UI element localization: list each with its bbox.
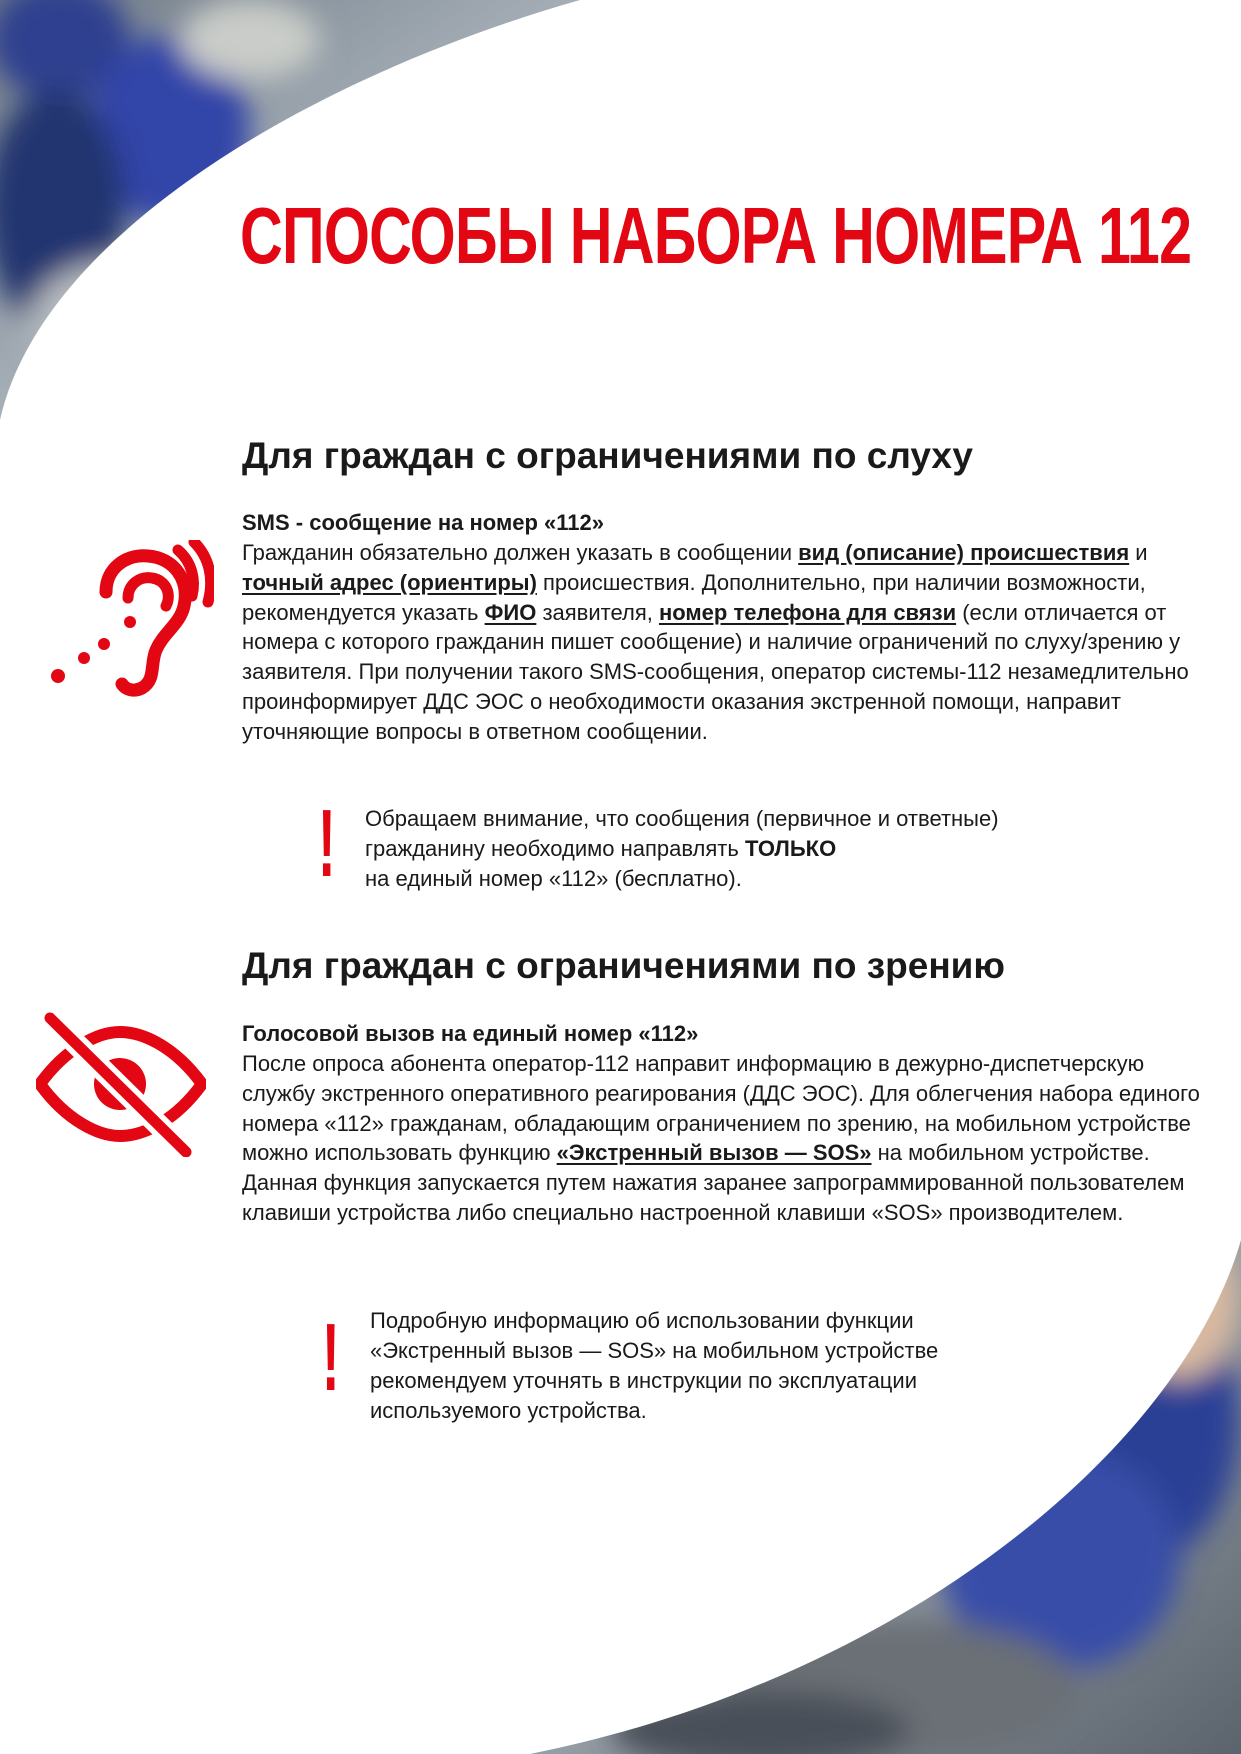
hearing-body-text <box>242 538 1202 747</box>
vision-body-segment-0: После опроса абонента оператор-112 направит информацию в дежурно-диспетчерскую службу экстренного оперативного реагирования (ДДС ЭОС). Для облегчения набора единого номера «112» гражданам, обладающим ограничением по зрению, на мобильном устройстве можно использовать функцию <box>242 1051 1200 1166</box>
vision-body-segment-1 <box>557 1140 872 1165</box>
hearing-body-segment-1 <box>798 540 1129 565</box>
vision-note-line-2: «Экстренный вызов — SOS» на мобильном устройстве <box>370 1338 939 1363</box>
hearing-body-emphasis-7: номер телефона для связи <box>658 599 957 625</box>
hearing-body-emphasis-3: точный адрес (ориентиры) <box>242 569 537 595</box>
hearing-note-line-1: Обращаем внимание, что сообщения (первичное и ответные) <box>365 806 999 831</box>
vision-note-line-3: рекомендуем уточнять в инструкции по эксплуатации <box>370 1368 917 1393</box>
hearing-body-emphasis-5: ФИО <box>484 599 537 625</box>
hearing-subheading: SMS - сообщение на номер «112» <box>242 510 604 535</box>
crossed-eye-icon <box>36 1012 206 1157</box>
hearing-note-line-2-bold: ТОЛЬКО <box>744 836 837 861</box>
vision-note <box>370 1306 1130 1426</box>
page-title: СПОСОБЫ НАБОРА НОМЕРА 112 <box>240 191 1192 280</box>
hearing-body-segment-3 <box>242 570 537 595</box>
vision-note-exclamation-icon: ! <box>322 1304 340 1411</box>
hearing-body-segment-7 <box>659 600 956 625</box>
hearing-body-emphasis-1: вид (описание) происшествия <box>798 540 1130 565</box>
hearing-body-segment-8: (если отличается от номера с которого гражданин пишет сообщение) и наличие ограничений по слуху/зрению у заявителя. При получении такого SMS-сообщения, оператор системы-112 незамедлительно проинформирует ДДС ЭОС о необходимости оказания экстренной помощи, направит уточняющие вопросы в ответном сообщении. <box>242 599 1189 744</box>
vision-subheading: Голосовой вызов на единый номер «112» <box>242 1021 699 1046</box>
hearing-impaired-icon <box>44 540 214 715</box>
hearing-note-line-2 <box>365 834 1125 864</box>
hearing-body-segment-6: заявителя, <box>536 599 659 625</box>
vision-body-emphasis-1: «Экстренный вызов — SOS» <box>556 1140 872 1166</box>
hearing-body-segment-2: и <box>1129 540 1148 565</box>
vision-body-segment-2: на мобильном устройстве. Данная функция запускается путем нажатия заранее запрограммированной пользователем клавиши устройства либо специально настроенной клавиши «SOS» производителем. <box>242 1140 1185 1225</box>
hearing-note-exclamation-icon: ! <box>318 790 336 897</box>
hearing-note-line-2-text: гражданину необходимо направлять <box>365 836 745 861</box>
vision-note-line-4: используемого устройства. <box>370 1398 647 1423</box>
vision-note-line-1: Подробную информацию об использовании функции <box>370 1308 914 1333</box>
hearing-note <box>365 804 1125 894</box>
vision-body-text <box>242 1049 1202 1228</box>
hearing-note-line-3: на единый номер «112» (бесплатно). <box>365 866 742 891</box>
hearing-body-segment-5 <box>485 600 537 625</box>
hearing-body-segment-0: Гражданин обязательно должен указать в сообщении <box>242 540 799 565</box>
hearing-body-segment-4: происшествия. Дополнительно, при наличии возможности, рекомендуется указать <box>242 569 1146 625</box>
hearing-section-heading: Для граждан с ограничениями по слуху <box>242 435 973 476</box>
vision-section-heading: Для граждан с ограничениями по зрению <box>242 945 1006 986</box>
